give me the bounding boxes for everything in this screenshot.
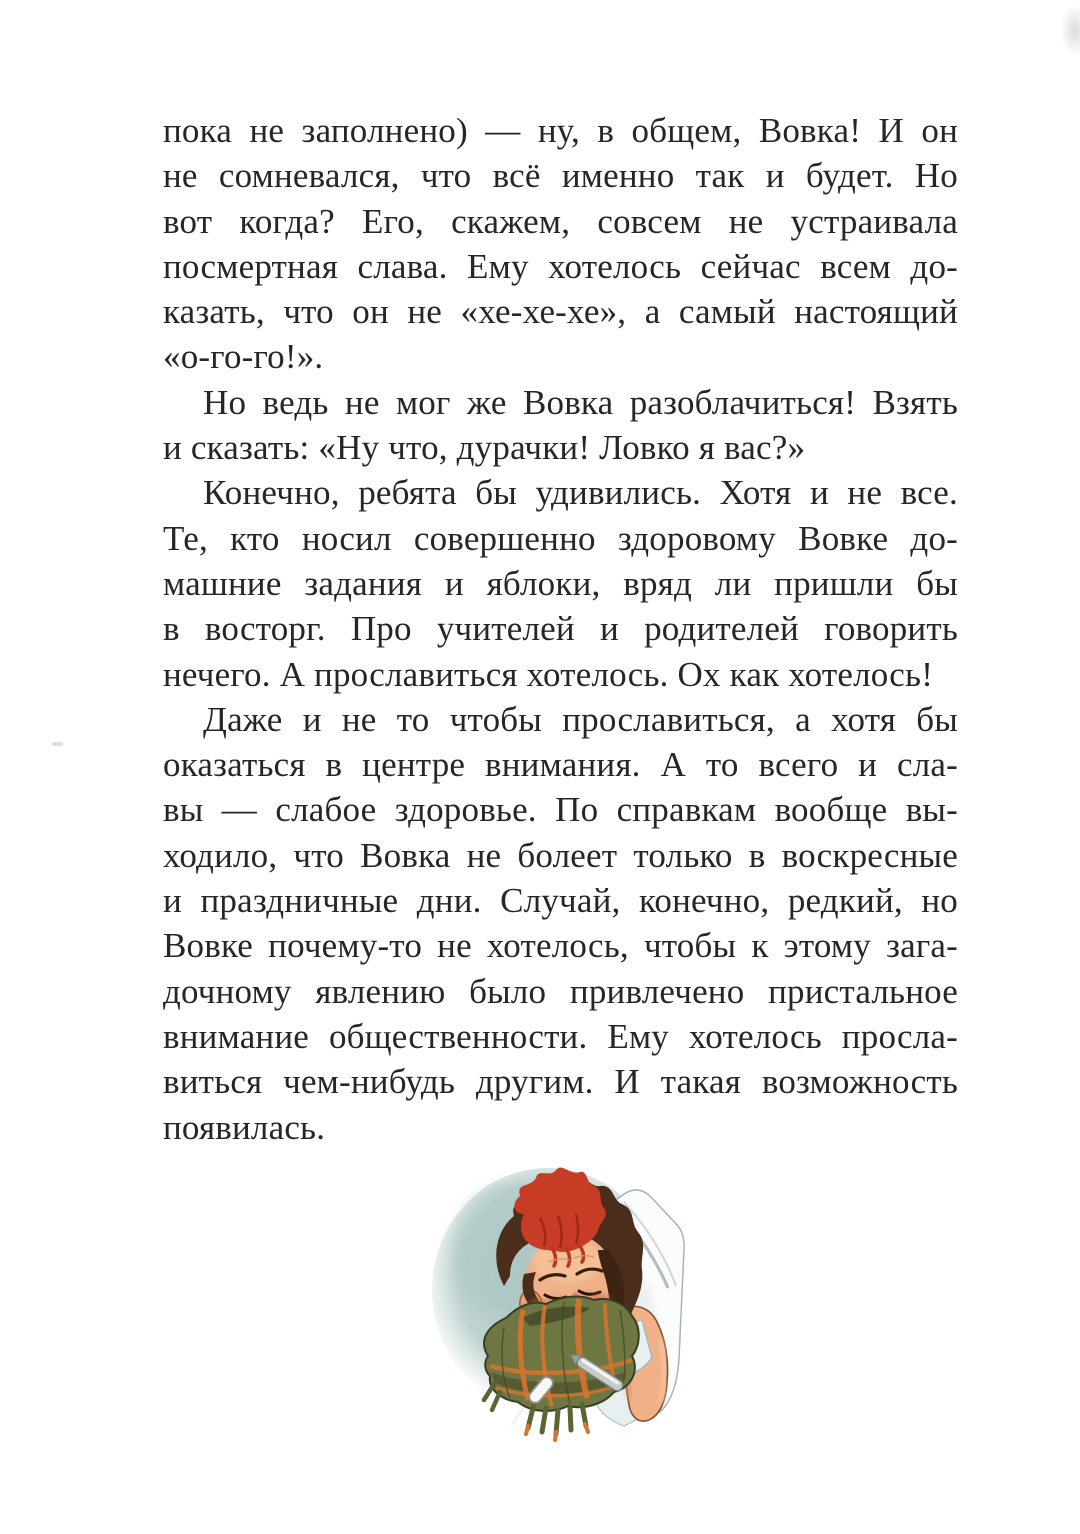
text-line: виться чем-нибудь другим. И такая возможность [163,1062,958,1102]
text-line: Те, кто носил совершенно здоровому Вовке до- [163,518,958,558]
text-line: «о-го-го!». [163,337,324,377]
paragraph [163,470,958,696]
text-line: казать, что он не «хе-хе-хе», а самый настоящий [163,292,958,332]
sick-boy-illustration [428,1158,718,1458]
paragraph [163,108,958,380]
text-line: машние задания и яблоки, вряд ли пришли бы [163,563,958,603]
scan-artifact [1060,4,1080,56]
page-text [163,108,958,1150]
text-line: оказаться в центре внимания. А то всего и сла- [163,745,958,785]
text-line: и сказать: «Ну что, дурачки! Ловко я вас?» [163,428,806,468]
text-line: вы — слабое здоровье. По справкам вообще вы- [163,790,958,830]
scan-artifact [52,742,63,746]
illustration-canvas [428,1158,718,1458]
text-line: и праздничные дни. Случай, конечно, редкий, но [163,881,958,921]
text-line: пока не заполнено) — ну, в общем, Вовка! И он [163,111,958,150]
text-line: Даже и не то чтобы прославиться, а хотя бы [203,699,958,739]
text-line: нечего. А прославиться хотелось. Ох как хотелось! [163,654,934,694]
text-line: внимание общественности. Ему хотелось просла- [163,1016,958,1056]
text-line: посмертная слава. Ему хотелось сейчас всем до- [163,246,958,286]
text-line: вот когда? Его, скажем, совсем не устраивала [163,201,958,241]
text-line: Но ведь не мог же Вовка разоблачиться! Взять [203,382,958,422]
text-line: Конечно, ребята бы удивились. Хотя и не все. [203,473,958,513]
text-line: ходило, что Вовка не болеет только в воскресные [163,835,958,875]
text-line: Вовке почему-то не хотелось, чтобы к этому зага- [163,926,958,966]
text-line: в восторг. Про учителей и родителей говорить [163,609,958,649]
text-line: не сомневался, что всё именно так и будет. Но [163,156,958,196]
paragraph [163,697,958,1150]
text-line: дочному явлению было привлечено пристальное [163,971,958,1011]
paragraph [163,380,958,471]
text-line: появилась. [163,1107,326,1147]
